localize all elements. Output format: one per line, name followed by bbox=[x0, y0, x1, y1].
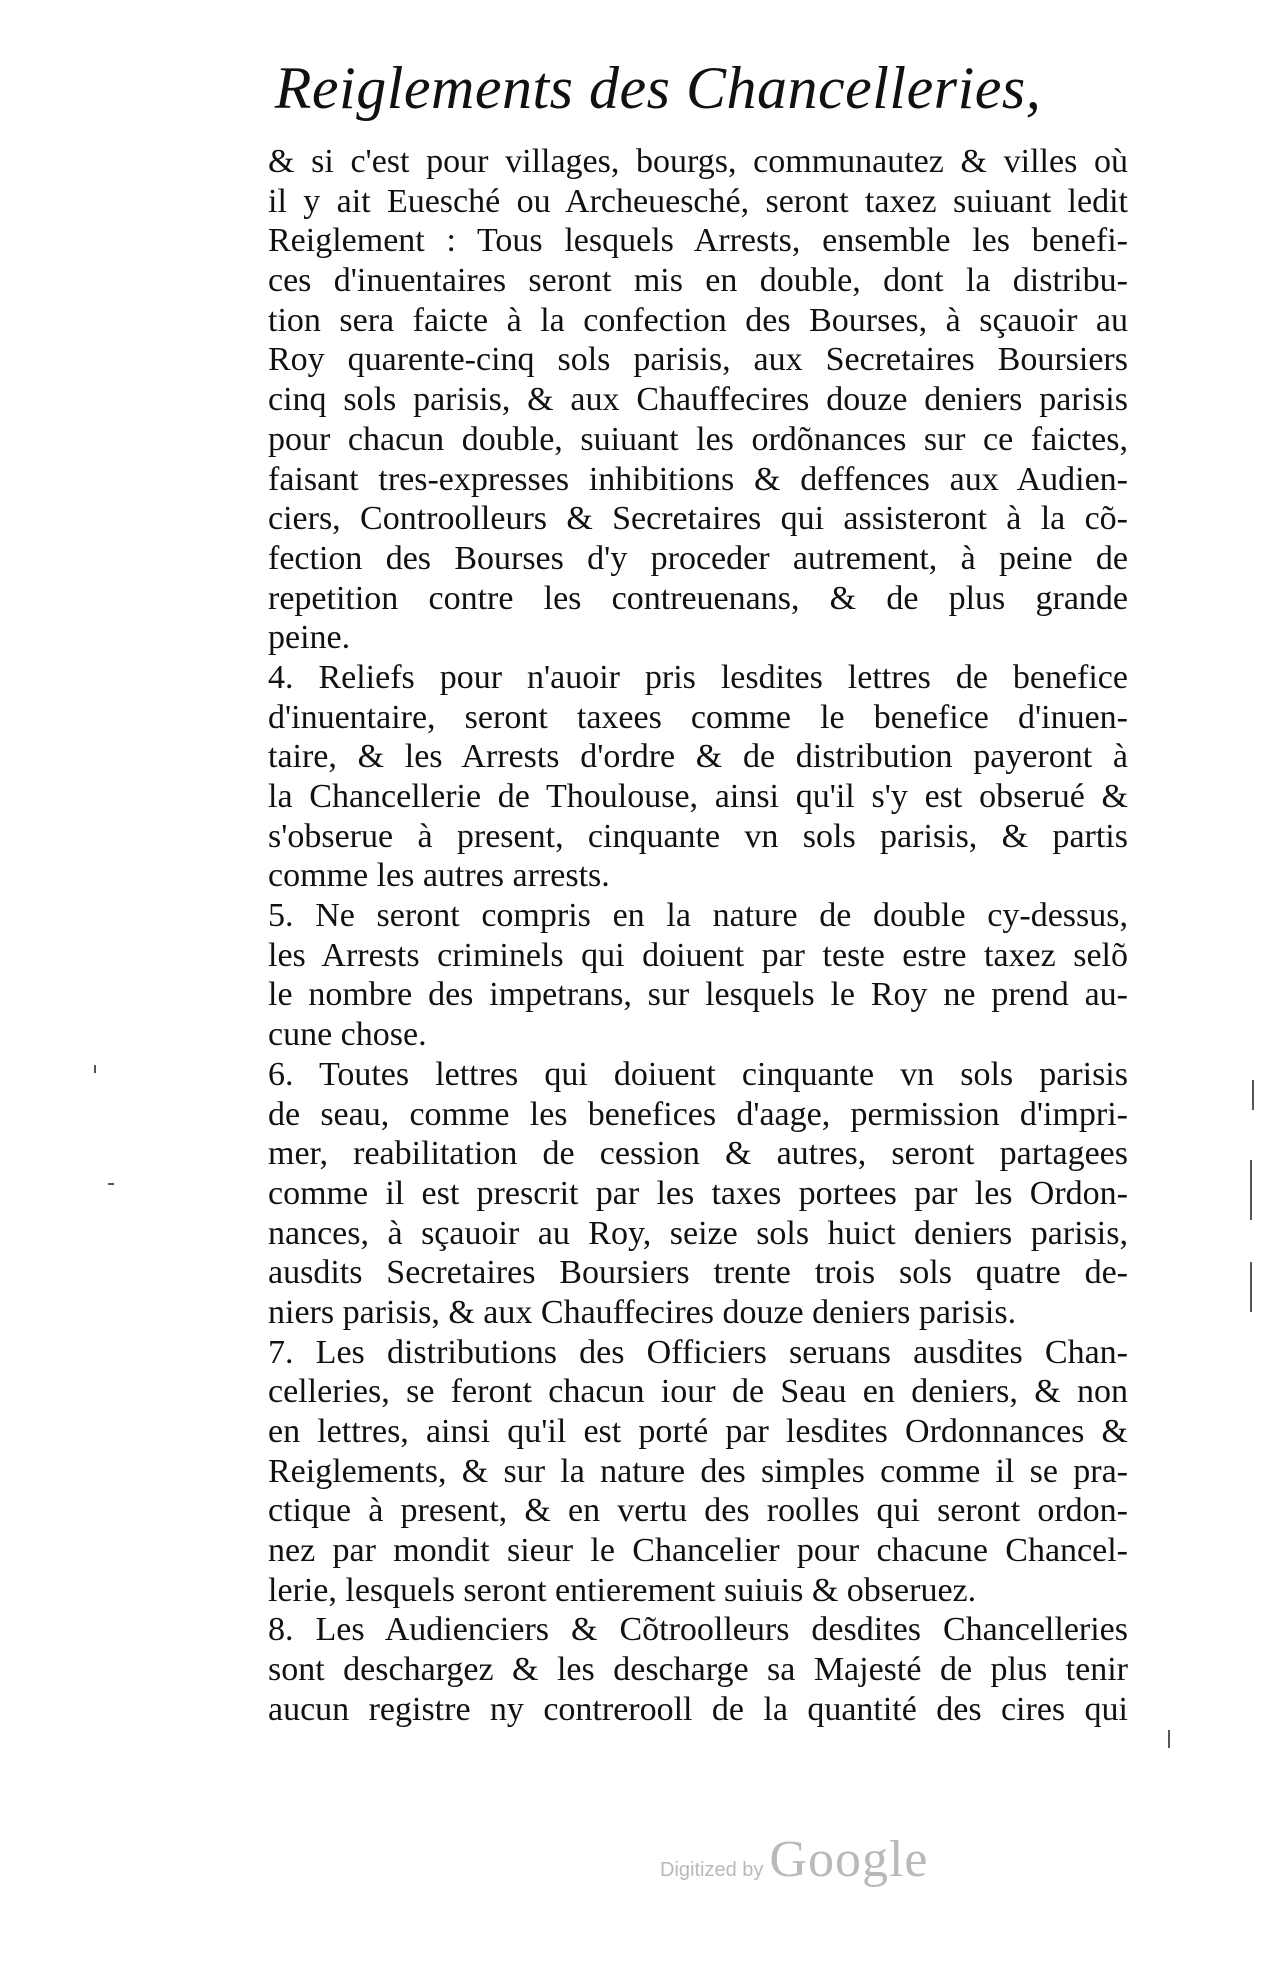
text-line: ctique à present, & en vertu des roolles qui seront ordon- bbox=[268, 1492, 1128, 1530]
text-line: tion sera faicte à la confection des Bourses, à sçauoir au bbox=[268, 301, 1128, 339]
text-line: fection des Bourses d'y proceder autrement, à peine de bbox=[268, 539, 1128, 577]
text-line: Roy quarente-cinq sols parisis, aux Secretaires Boursiers bbox=[268, 341, 1128, 379]
text-line: repetition contre les contreuenans, & de plus grande bbox=[268, 579, 1128, 617]
text-line: nances, à sçauoir au Roy, seize sols huict deniers parisis, bbox=[268, 1214, 1128, 1252]
text-line: celleries, se feront chacun iour de Seau en deniers, & non bbox=[268, 1373, 1128, 1411]
text-line: Reiglements, & sur la nature des simples comme il se pra- bbox=[268, 1452, 1128, 1490]
text-line: 5. Ne seront compris en la nature de double cy-dessus, bbox=[268, 897, 1128, 935]
text-line: & si c'est pour villages, bourgs, communautez & villes où bbox=[268, 143, 1128, 180]
scan-mark bbox=[1250, 1160, 1252, 1220]
text-line: 8. Les Audienciers & Cõtroolleurs desdites Chancelleries bbox=[268, 1611, 1128, 1649]
text-line: ausdits Secretaires Boursiers trente trois sols quatre de- bbox=[268, 1254, 1128, 1292]
text-line: 7. Les distributions des Officiers seruans ausdites Chan- bbox=[268, 1333, 1128, 1371]
digitized-watermark bbox=[660, 1830, 928, 1889]
text-line: la Chancellerie de Thoulouse, ainsi qu'il s'y est obserué & bbox=[268, 778, 1128, 815]
running-head: Reiglements des Chancelleries, bbox=[274, 55, 1042, 121]
text-line: cinq sols parisis, & aux Chauffecires douze deniers parisis bbox=[268, 381, 1128, 419]
text-line: niers parisis, & aux Chauffecires douze deniers parisis. bbox=[268, 1293, 1017, 1331]
text-line: de seau, comme les benefices d'aage, permission d'impri- bbox=[268, 1095, 1128, 1133]
scan-mark bbox=[94, 1065, 96, 1073]
text-line: taire, & les Arrests d'ordre & de distribution payeront à bbox=[268, 738, 1128, 776]
text-line: s'obserue à present, cinquante vn sols parisis, & partis bbox=[268, 817, 1128, 855]
text-line: lerie, lesquels seront entierement suiuis & obseruez. bbox=[268, 1571, 977, 1609]
google-logo-text: Google bbox=[769, 1831, 929, 1888]
text-line: mer, reabilitation de cession & autres, seront partagees bbox=[268, 1135, 1128, 1173]
scan-mark bbox=[1252, 1080, 1254, 1110]
text-line: pour chacun double, suiuant les ordõnances sur ce faictes, bbox=[268, 420, 1128, 458]
text-line: 6. Toutes lettres qui doiuent cinquante vn sols parisis bbox=[268, 1055, 1128, 1093]
text-line: Reiglement : Tous lesquels Arrests, ensemble les benefi- bbox=[268, 222, 1128, 260]
text-line: aucun registre ny contrerooll de la quantité des cires qui bbox=[268, 1690, 1128, 1728]
text-line: en lettres, ainsi qu'il est porté par lesdites Ordonnances & bbox=[268, 1413, 1128, 1450]
text-line: le nombre des impetrans, sur lesquels le Roy ne prend au- bbox=[268, 976, 1128, 1014]
text-line: il y ait Euesché ou Archeuesché, seront taxez suiuant ledit bbox=[268, 182, 1128, 220]
body-text bbox=[268, 142, 1128, 1730]
watermark-small-text: Digitized by bbox=[660, 1859, 764, 1881]
text-line: ces d'inuentaires seront mis en double, dont la distribu- bbox=[268, 262, 1128, 300]
text-line: comme il est prescrit par les taxes portees par les Ordon- bbox=[268, 1174, 1128, 1212]
text-line: comme les autres arrests. bbox=[268, 857, 610, 895]
text-line: cune chose. bbox=[268, 1016, 427, 1054]
text-line: ciers, Controolleurs & Secretaires qui assisteront à la cõ- bbox=[268, 500, 1128, 538]
text-line: 4. Reliefs pour n'auoir pris lesdites lettres de benefice bbox=[268, 658, 1128, 696]
scan-mark bbox=[108, 1183, 114, 1185]
text-line: faisant tres-expresses inhibitions & deffences aux Audien- bbox=[268, 460, 1128, 498]
scan-mark bbox=[1168, 1730, 1170, 1748]
scan-mark bbox=[1250, 1262, 1252, 1312]
text-line: sont deschargez & les descharge sa Majesté de plus tenir bbox=[268, 1651, 1128, 1689]
text-line: les Arrests criminels qui doiuent par teste estre taxez selõ bbox=[268, 936, 1128, 974]
text-line: nez par mondit sieur le Chancelier pour chacune Chancel- bbox=[268, 1532, 1128, 1570]
text-line: peine. bbox=[268, 619, 351, 657]
text-line: d'inuentaire, seront taxees comme le benefice d'inuen- bbox=[268, 698, 1128, 736]
